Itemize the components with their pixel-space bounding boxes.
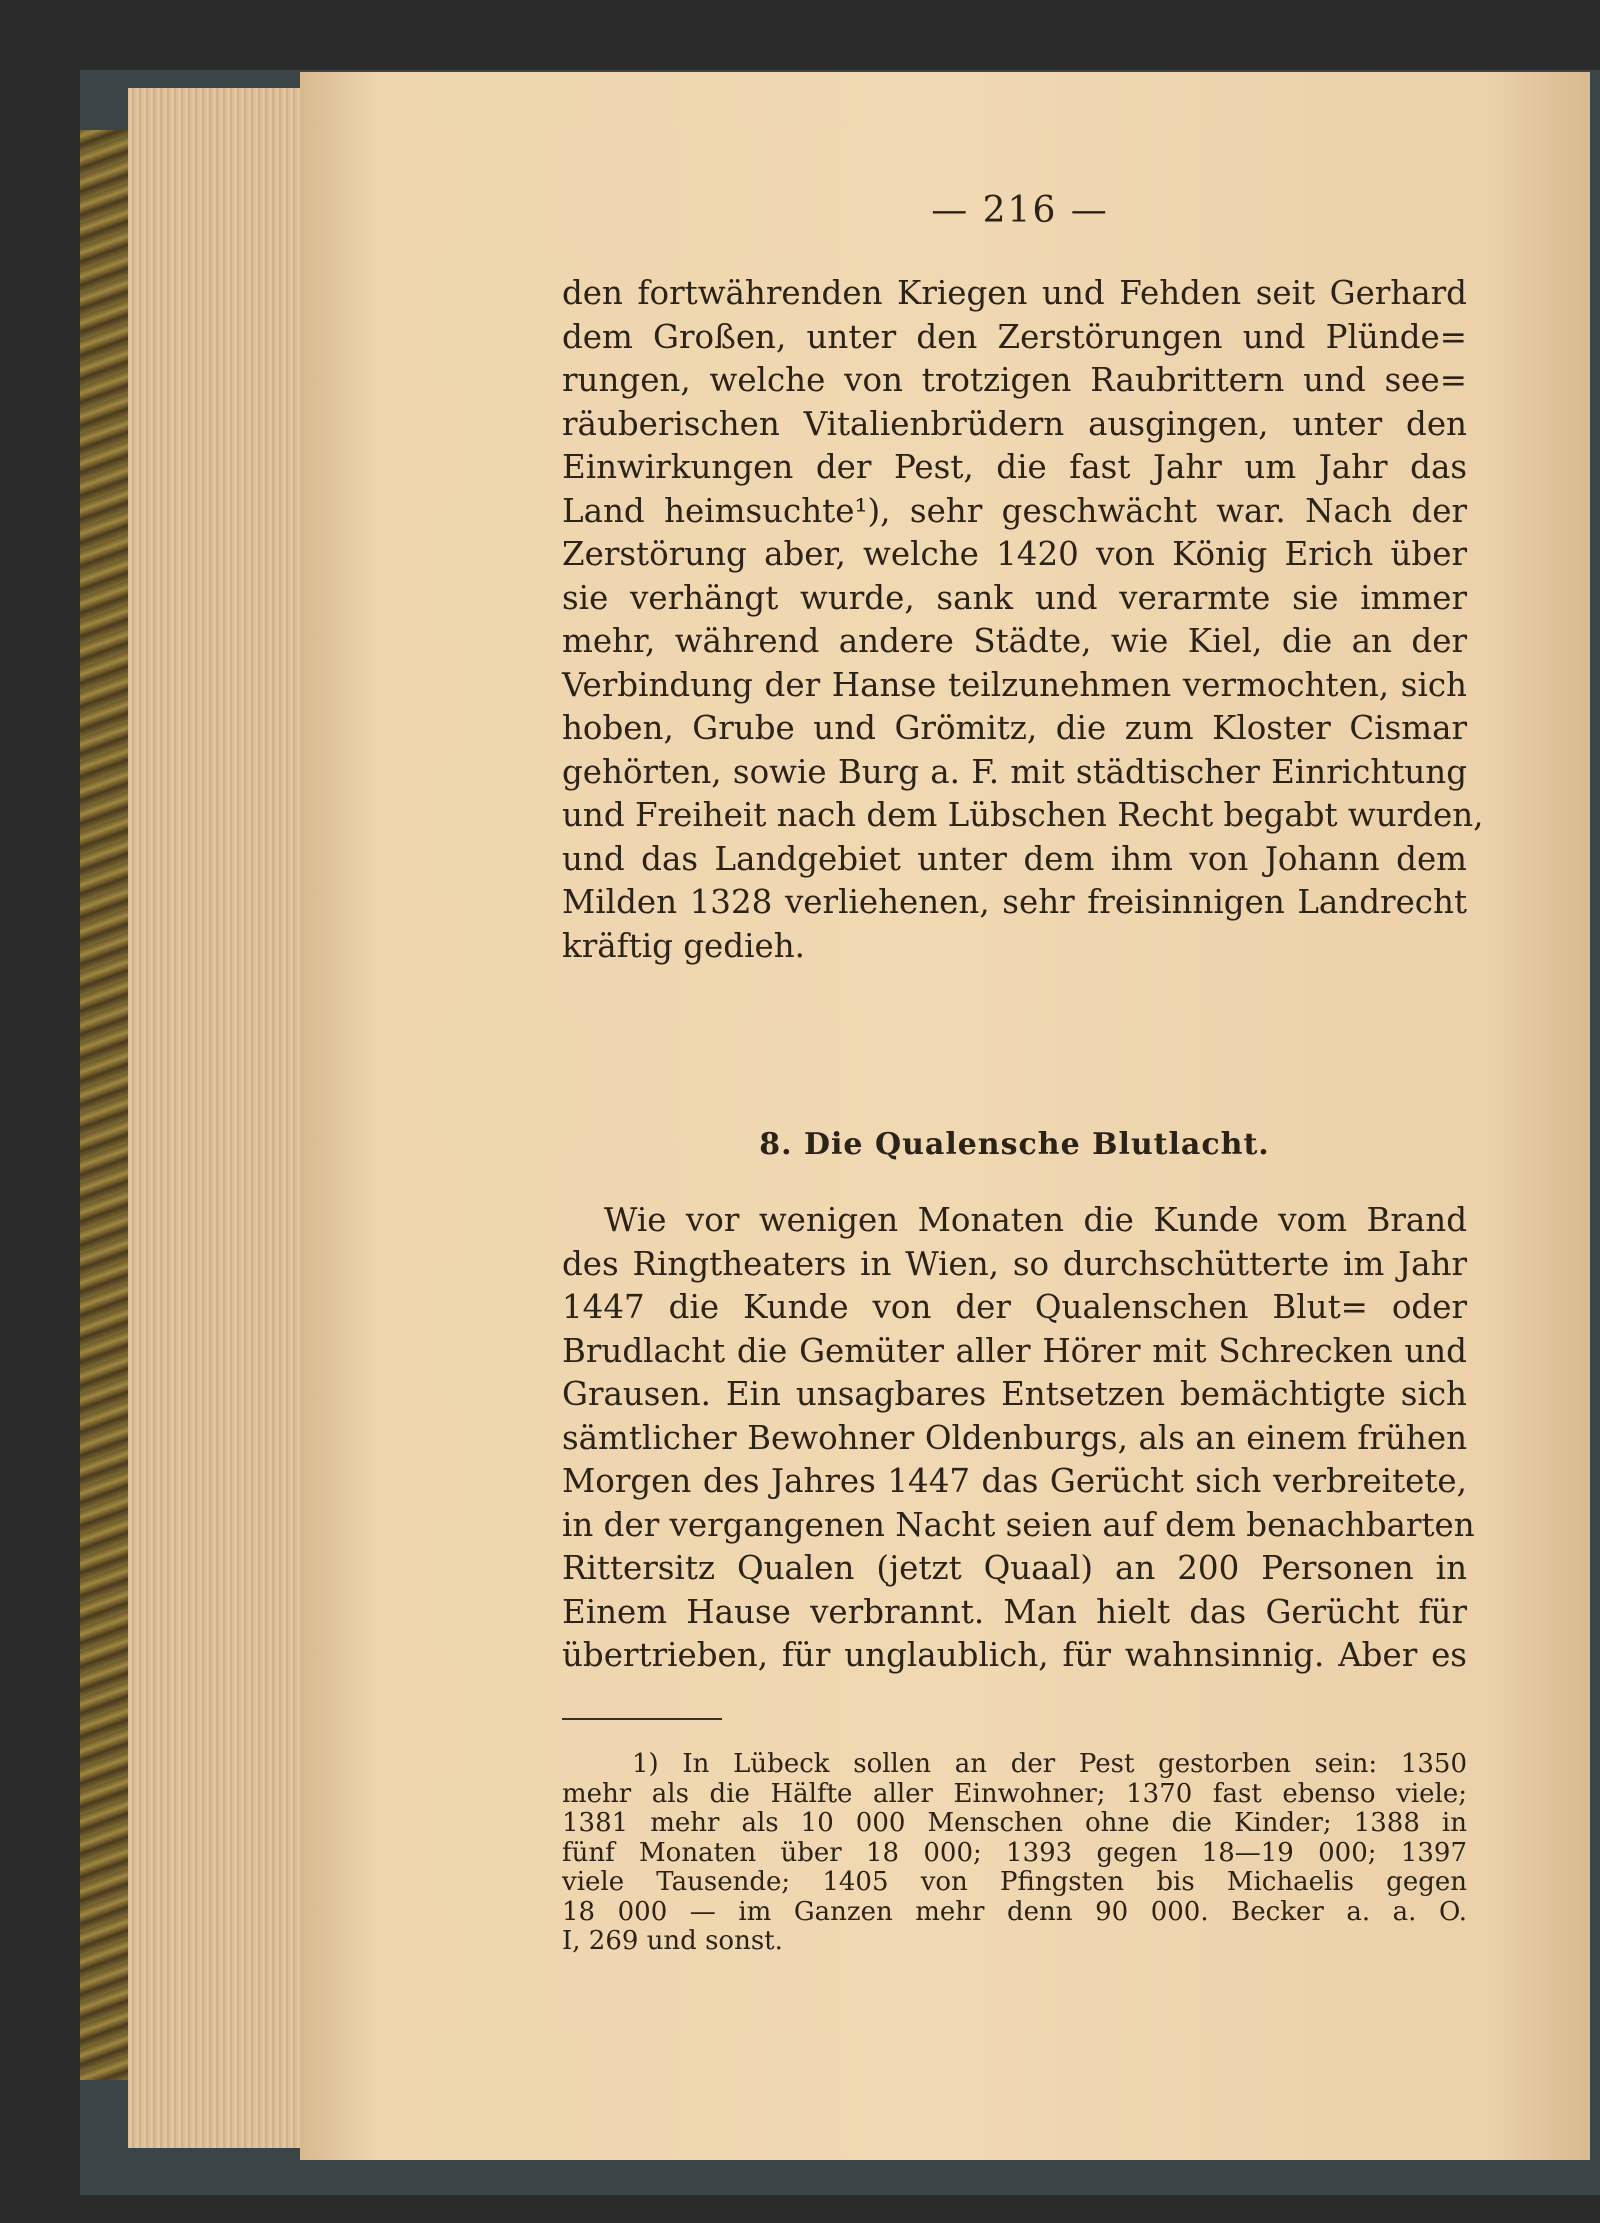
text-line: des Ringtheaters in Wien, so durchschütterte im Jahr [562, 1244, 1467, 1283]
book-page [300, 72, 1590, 2160]
text-line: Milden 1328 verliehenen, sehr freisinnigen Landrecht [562, 883, 1467, 921]
text-line: hoben, Grube und Grömitz, die zum Kloster Cismar [562, 709, 1467, 747]
text-line: Grausen. Ein unsagbares Entsetzen bemächtigte sich [562, 1375, 1467, 1413]
text-line: kräftig gedieh. [562, 926, 805, 965]
footnote-line: mehr als die Hälfte aller Einwohner; 1370 fast ebenso viele; [562, 1778, 1467, 1809]
text-line: sie verhängt wurde, sank und verarmte sie immer [562, 578, 1467, 617]
text-line: Zerstörung aber, welche 1420 von König Erich über [562, 535, 1467, 573]
text-line: Wie vor wenigen Monaten die Kunde vom Brand [604, 1201, 1467, 1239]
text-line: mehr, während andere Städte, wie Kiel, die an der [562, 622, 1467, 660]
footnote-line: fünf Monaten über 18 000; 1393 gegen 18—19 000; 1397 [562, 1837, 1467, 1868]
footnote-line: 18 000 — im Ganzen mehr denn 90 000. Becker a. a. O. [562, 1896, 1467, 1927]
footnote-separator [562, 1718, 722, 1720]
text-line: Einem Hause verbrannt. Man hielt das Gerücht für [562, 1592, 1467, 1631]
text-line: übertrieben, für unglaublich, für wahnsinnig. Aber es [562, 1636, 1467, 1674]
section-heading: 8. Die Qualensche Blutlacht. [759, 1127, 1270, 1162]
text-line: Einwirkungen der Pest, die fast Jahr um Jahr das [562, 448, 1467, 486]
paragraph-2 [562, 1199, 1475, 1678]
text-line: den fortwährenden Kriegen und Fehden seit Gerhard [562, 274, 1467, 312]
text-line: räuberischen Vitalienbrüdern ausgingen, unter den [562, 404, 1467, 443]
text-line: Rittersitz Qualen (jetzt Quaal) an 200 Personen in [562, 1549, 1467, 1587]
marbled-page-edge [80, 130, 132, 2080]
footnote-line: I, 269 und sonst. [562, 1926, 783, 1956]
page-number: — 216 — [931, 190, 1109, 231]
text-line: in der vergangenen Nacht seien auf dem benachbarten [562, 1505, 1475, 1544]
text-line: dem Großen, unter den Zerstörungen und Plünde= [562, 317, 1467, 356]
footnote-line: 1381 mehr als 10 000 Menschen ohne die Kinder; 1388 in [562, 1808, 1467, 1838]
text-line: Verbindung der Hanse teilzunehmen vermochten, sich [562, 665, 1467, 704]
footnote-line: 1) In Lübeck sollen an der Pest gestorben sein: 1350 [632, 1749, 1467, 1779]
footnote-line: viele Tausende; 1405 von Pfingsten bis Michaelis gegen [562, 1867, 1467, 1897]
paragraph-1 [562, 272, 1484, 968]
page-stack-edges [128, 88, 319, 2148]
text-line: sämtlicher Bewohner Oldenburgs, als an einem frühen [562, 1418, 1467, 1457]
text-line: rungen, welche von trotzigen Raubrittern und see= [562, 361, 1467, 399]
text-line: und das Landgebiet unter dem ihm von Johann dem [562, 839, 1467, 878]
text-line: Land heimsuchte¹), sehr geschwächt war. Nach der [562, 491, 1467, 530]
text-line: 1447 die Kunde von der Qualenschen Blut= oder [562, 1288, 1467, 1326]
text-line: Morgen des Jahres 1447 das Gerücht sich verbreitete, [562, 1462, 1467, 1500]
text-line: Brudlacht die Gemüter aller Hörer mit Schrecken und [562, 1331, 1467, 1370]
text-line: gehörten, sowie Burg a. F. mit städtischer Einrichtung [562, 752, 1467, 791]
text-line: und Freiheit nach dem Lübschen Recht begabt wurden, [562, 796, 1484, 834]
footnote [562, 1750, 1467, 1957]
